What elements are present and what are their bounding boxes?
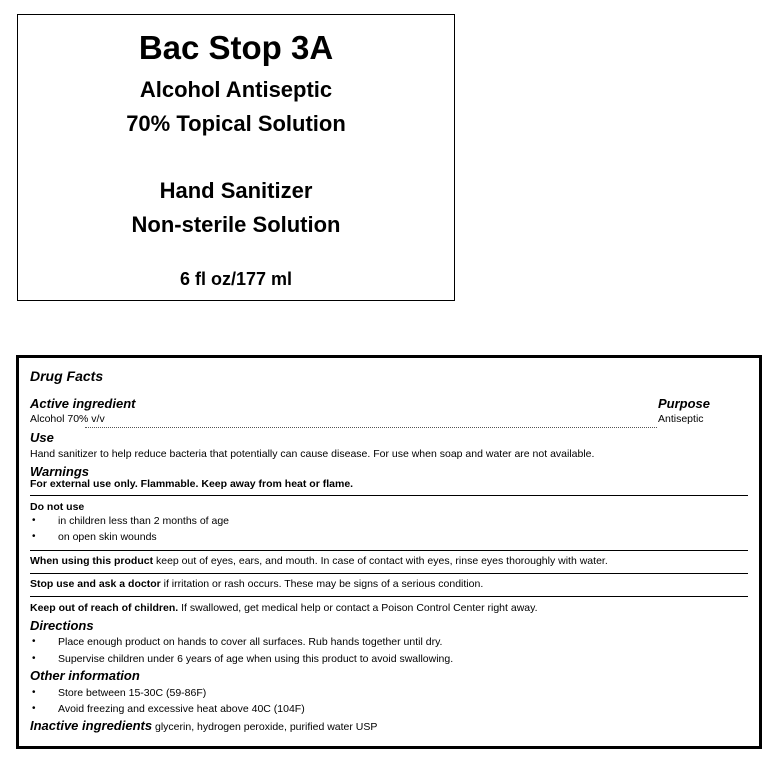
other-information-heading: Other information <box>30 668 140 683</box>
other-information-item: Avoid freezing and excessive heat above 40C (104F) <box>58 703 305 715</box>
divider <box>30 550 748 551</box>
inactive-ingredients-text: glycerin, hydrogen peroxide, purified water USP <box>152 721 378 733</box>
do-not-use-item: on open skin wounds <box>58 531 157 543</box>
stop-use-label: Stop use and ask a doctor <box>30 578 161 590</box>
bullet-icon: • <box>32 687 36 698</box>
do-not-use-heading: Do not use <box>30 501 85 513</box>
do-not-use-item: in children less than 2 months of age <box>58 515 230 527</box>
stop-use-line <box>30 578 483 590</box>
product-line-1: Alcohol Antiseptic <box>139 77 333 102</box>
keep-out-line <box>30 602 538 614</box>
directions-item: Supervise children under 6 years of age when using this product to avoid swallowing. <box>58 653 454 665</box>
warnings-text: For external use only. Flammable. Keep away from heat or flame. <box>30 478 354 490</box>
product-line-2: 70% Topical Solution <box>126 111 346 136</box>
principal-display-panel <box>17 14 455 301</box>
purpose-heading: Purpose <box>658 396 711 411</box>
other-information-item: Store between 15-30C (59-86F) <box>58 687 207 699</box>
inactive-ingredients-line <box>30 718 377 733</box>
product-line-4: Non-sterile Solution <box>131 212 341 237</box>
divider <box>30 573 748 574</box>
active-ingredient-heading: Active ingredient <box>30 396 136 411</box>
bullet-icon: • <box>32 515 36 526</box>
keep-out-label: Keep out of reach of children. <box>30 602 179 614</box>
net-contents: 6 fl oz/177 ml <box>179 269 293 289</box>
divider <box>30 596 748 597</box>
brand-name: Bac Stop 3A <box>138 29 334 66</box>
keep-out-text: If swallowed, get medical help or contact a Poison Control Center right away. <box>178 602 538 614</box>
divider <box>30 495 748 496</box>
dot-leader <box>85 419 657 428</box>
bullet-icon: • <box>32 531 36 542</box>
drug-facts-title: Drug Facts <box>30 368 104 384</box>
when-using-label: When using this product <box>30 555 154 567</box>
directions-item: Place enough product on hands to cover all surfaces. Rub hands together until dry. <box>58 636 443 648</box>
product-line-3: Hand Sanitizer <box>159 178 313 203</box>
bullet-icon: • <box>32 703 36 714</box>
bullet-icon: • <box>32 653 36 664</box>
purpose-value: Antiseptic <box>658 413 704 425</box>
when-using-line <box>30 555 608 567</box>
directions-heading: Directions <box>30 618 94 633</box>
inactive-ingredients-heading: Inactive ingredients <box>30 718 153 733</box>
bullet-icon: • <box>32 636 36 647</box>
use-text: Hand sanitizer to help reduce bacteria that potentially can cause disease. For use when soap and water are not available. <box>30 448 595 460</box>
drug-facts-panel <box>16 355 762 749</box>
stop-use-text: if irritation or rash occurs. These may be signs of a serious condition. <box>160 578 484 590</box>
active-ingredient-value: Alcohol 70% v/v <box>30 413 105 425</box>
warnings-heading: Warnings <box>30 464 89 479</box>
when-using-text: keep out of eyes, ears, and mouth. In case of contact with eyes, rinse eyes thoroughly with water. <box>153 555 608 567</box>
use-heading: Use <box>30 430 54 445</box>
